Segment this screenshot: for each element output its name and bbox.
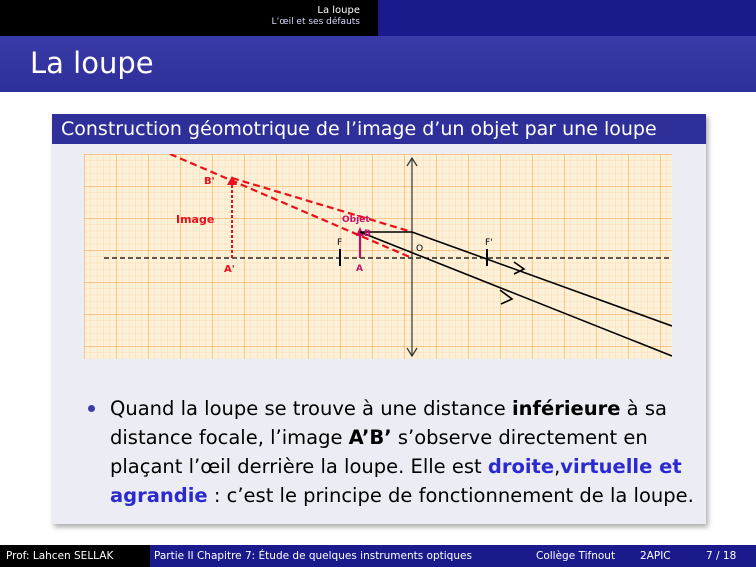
label-a-prime: A' (224, 264, 235, 275)
footer-course: Partie II Chapitre 7: Étude de quelques instruments optiques (154, 550, 472, 562)
text-virtuelle-agrandie: virtuelle et agrandie (110, 455, 682, 507)
text-part-9: : c’est le principe de fonctionnement de la loupe. (207, 484, 694, 507)
label-b: B (364, 229, 371, 239)
block-title: Construction géomotrique de l’image d’un objet par une loupe (52, 114, 706, 144)
bullet-item (88, 394, 700, 510)
loupe-construction-figure (84, 154, 672, 359)
slide-title: La loupe (30, 46, 154, 80)
label-f: F (337, 238, 343, 248)
text-part-1: Quand la loupe se trouve à une distance (110, 397, 512, 420)
text-inferieure: inférieure (511, 397, 621, 420)
footer-level: 2APIC (640, 550, 671, 562)
frame-title-bar (0, 36, 756, 92)
label-o: O (416, 244, 424, 254)
text-droite: droite (487, 455, 555, 478)
label-b-prime: B' (204, 176, 215, 187)
header-bar (0, 0, 756, 36)
label-objet: Objet (342, 215, 370, 225)
header-section[interactable]: La loupe (317, 5, 360, 16)
footer-school: Collège Tifnout (536, 550, 616, 562)
header-nav-panel (378, 0, 756, 36)
bullet-icon (88, 405, 95, 412)
bullet-list (88, 394, 700, 510)
label-f-prime: F' (485, 238, 493, 248)
footer-bar (0, 545, 756, 567)
footer-page-number: 7 / 18 (706, 550, 737, 562)
label-image: Image (176, 213, 215, 226)
header-subsection[interactable]: L’œil et ses défauts (271, 17, 360, 27)
text-part-3: à sa distance focale, l’image (110, 397, 667, 449)
text-comma: , (554, 455, 561, 478)
text-image-name: A’B’ (348, 426, 392, 449)
footer-author: Prof: Lahcen SELLAK (0, 545, 150, 567)
text-part-5: s’observe directement en plaçant l’œil derrière la loupe. Elle est (110, 426, 648, 478)
label-a: A (356, 264, 363, 274)
